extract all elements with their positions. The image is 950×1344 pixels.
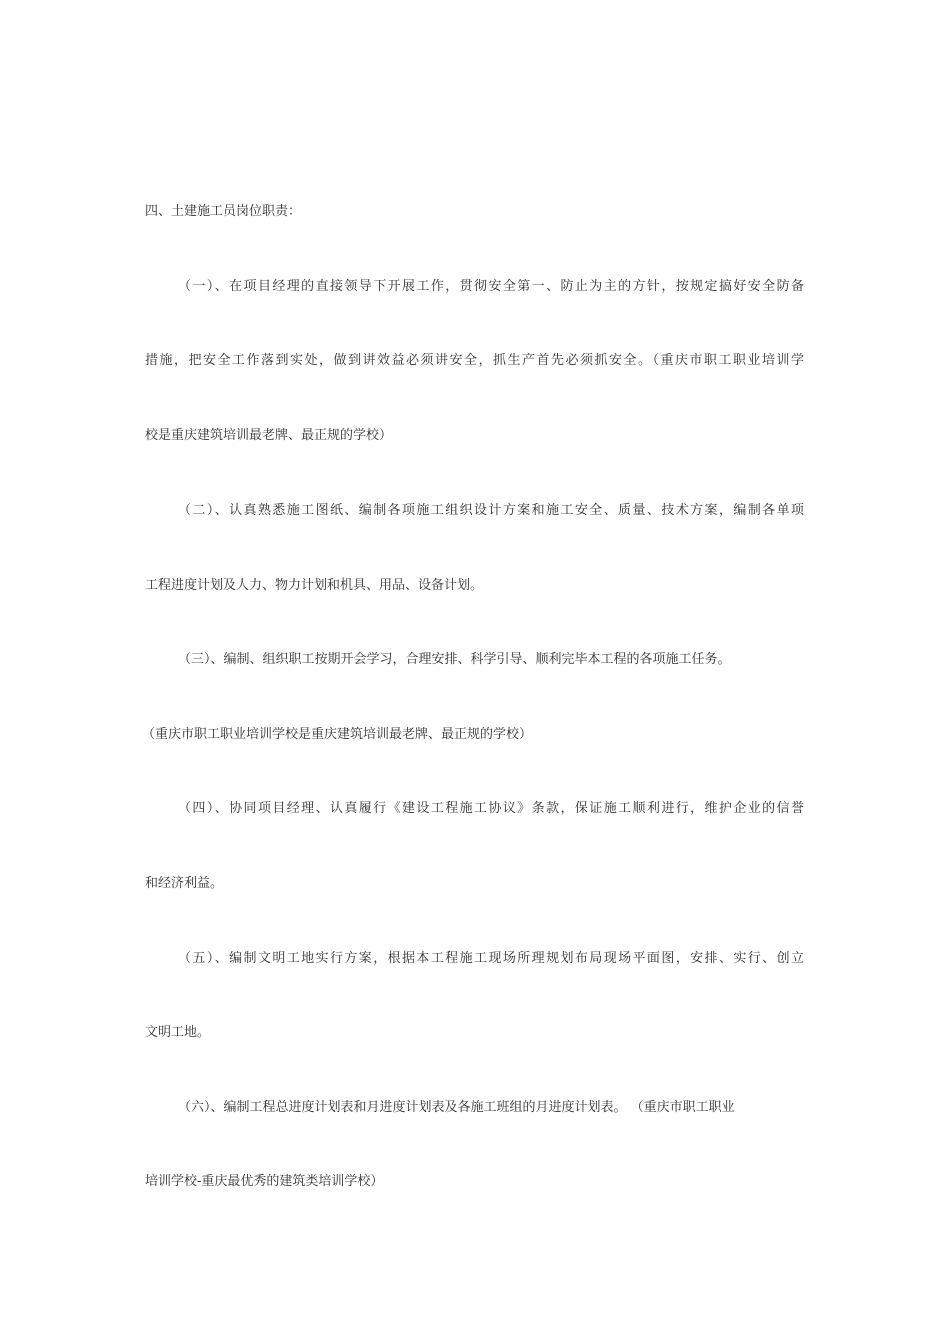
section-heading: 四、土建施工员岗位职责：: [145, 204, 302, 219]
paragraph-1-line-2: 措施，把安全工作落到实处，做到讲效益必须讲安全，抓生产首先必须抓安全。（重庆市职工职业培训学: [145, 353, 804, 368]
paragraph-1-line-3: 校是重庆建筑培训最老牌、最正规的学校）: [145, 428, 393, 443]
paragraph-5-line-2: 文明工地。: [145, 1025, 211, 1040]
paragraph-1-line-1: （一）、在项目经理的直接领导下开展工作，贯彻安全第一、防止为主的方针，按规定搞好安全防备: [178, 279, 804, 294]
paragraph-3-line-1: （三）、编制、组织职工按期开会学习，合理安排、科学引导、顺利完毕本工程的各项施工任务。: [178, 652, 731, 667]
paragraph-5-line-1: （五）、编制文明工地实行方案，根据本工程施工现场所理规划布局现场平面图，安排、实行、创立: [178, 951, 804, 966]
paragraph-6-line-1: （六）、编制工程总进度计划表和月进度计划表及各施工班组的月进度计划表。 （重庆市职工职业: [178, 1100, 735, 1115]
paragraph-2-line-2: 工程进度计划及人力、物力计划和机具、用品、设备计划。: [145, 578, 484, 593]
paragraph-4-line-1: （四）、协同项目经理、认真履行《建设工程施工协议》条款，保证施工顺利进行，维护企业的信誉: [178, 801, 804, 816]
paragraph-2-line-1: （二）、认真熟悉施工图纸、编制各项施工组织设计方案和施工安全、质量、技术方案，编制各单项: [178, 503, 804, 518]
paragraph-4-line-2: 和经济利益。: [145, 876, 224, 891]
paragraph-3-line-2: （重庆市职工职业培训学校是重庆建筑培训最老牌、最正规的学校）: [142, 727, 533, 742]
paragraph-6-line-2: 培训学校-重庆最优秀的建筑类培训学校）: [145, 1174, 384, 1189]
